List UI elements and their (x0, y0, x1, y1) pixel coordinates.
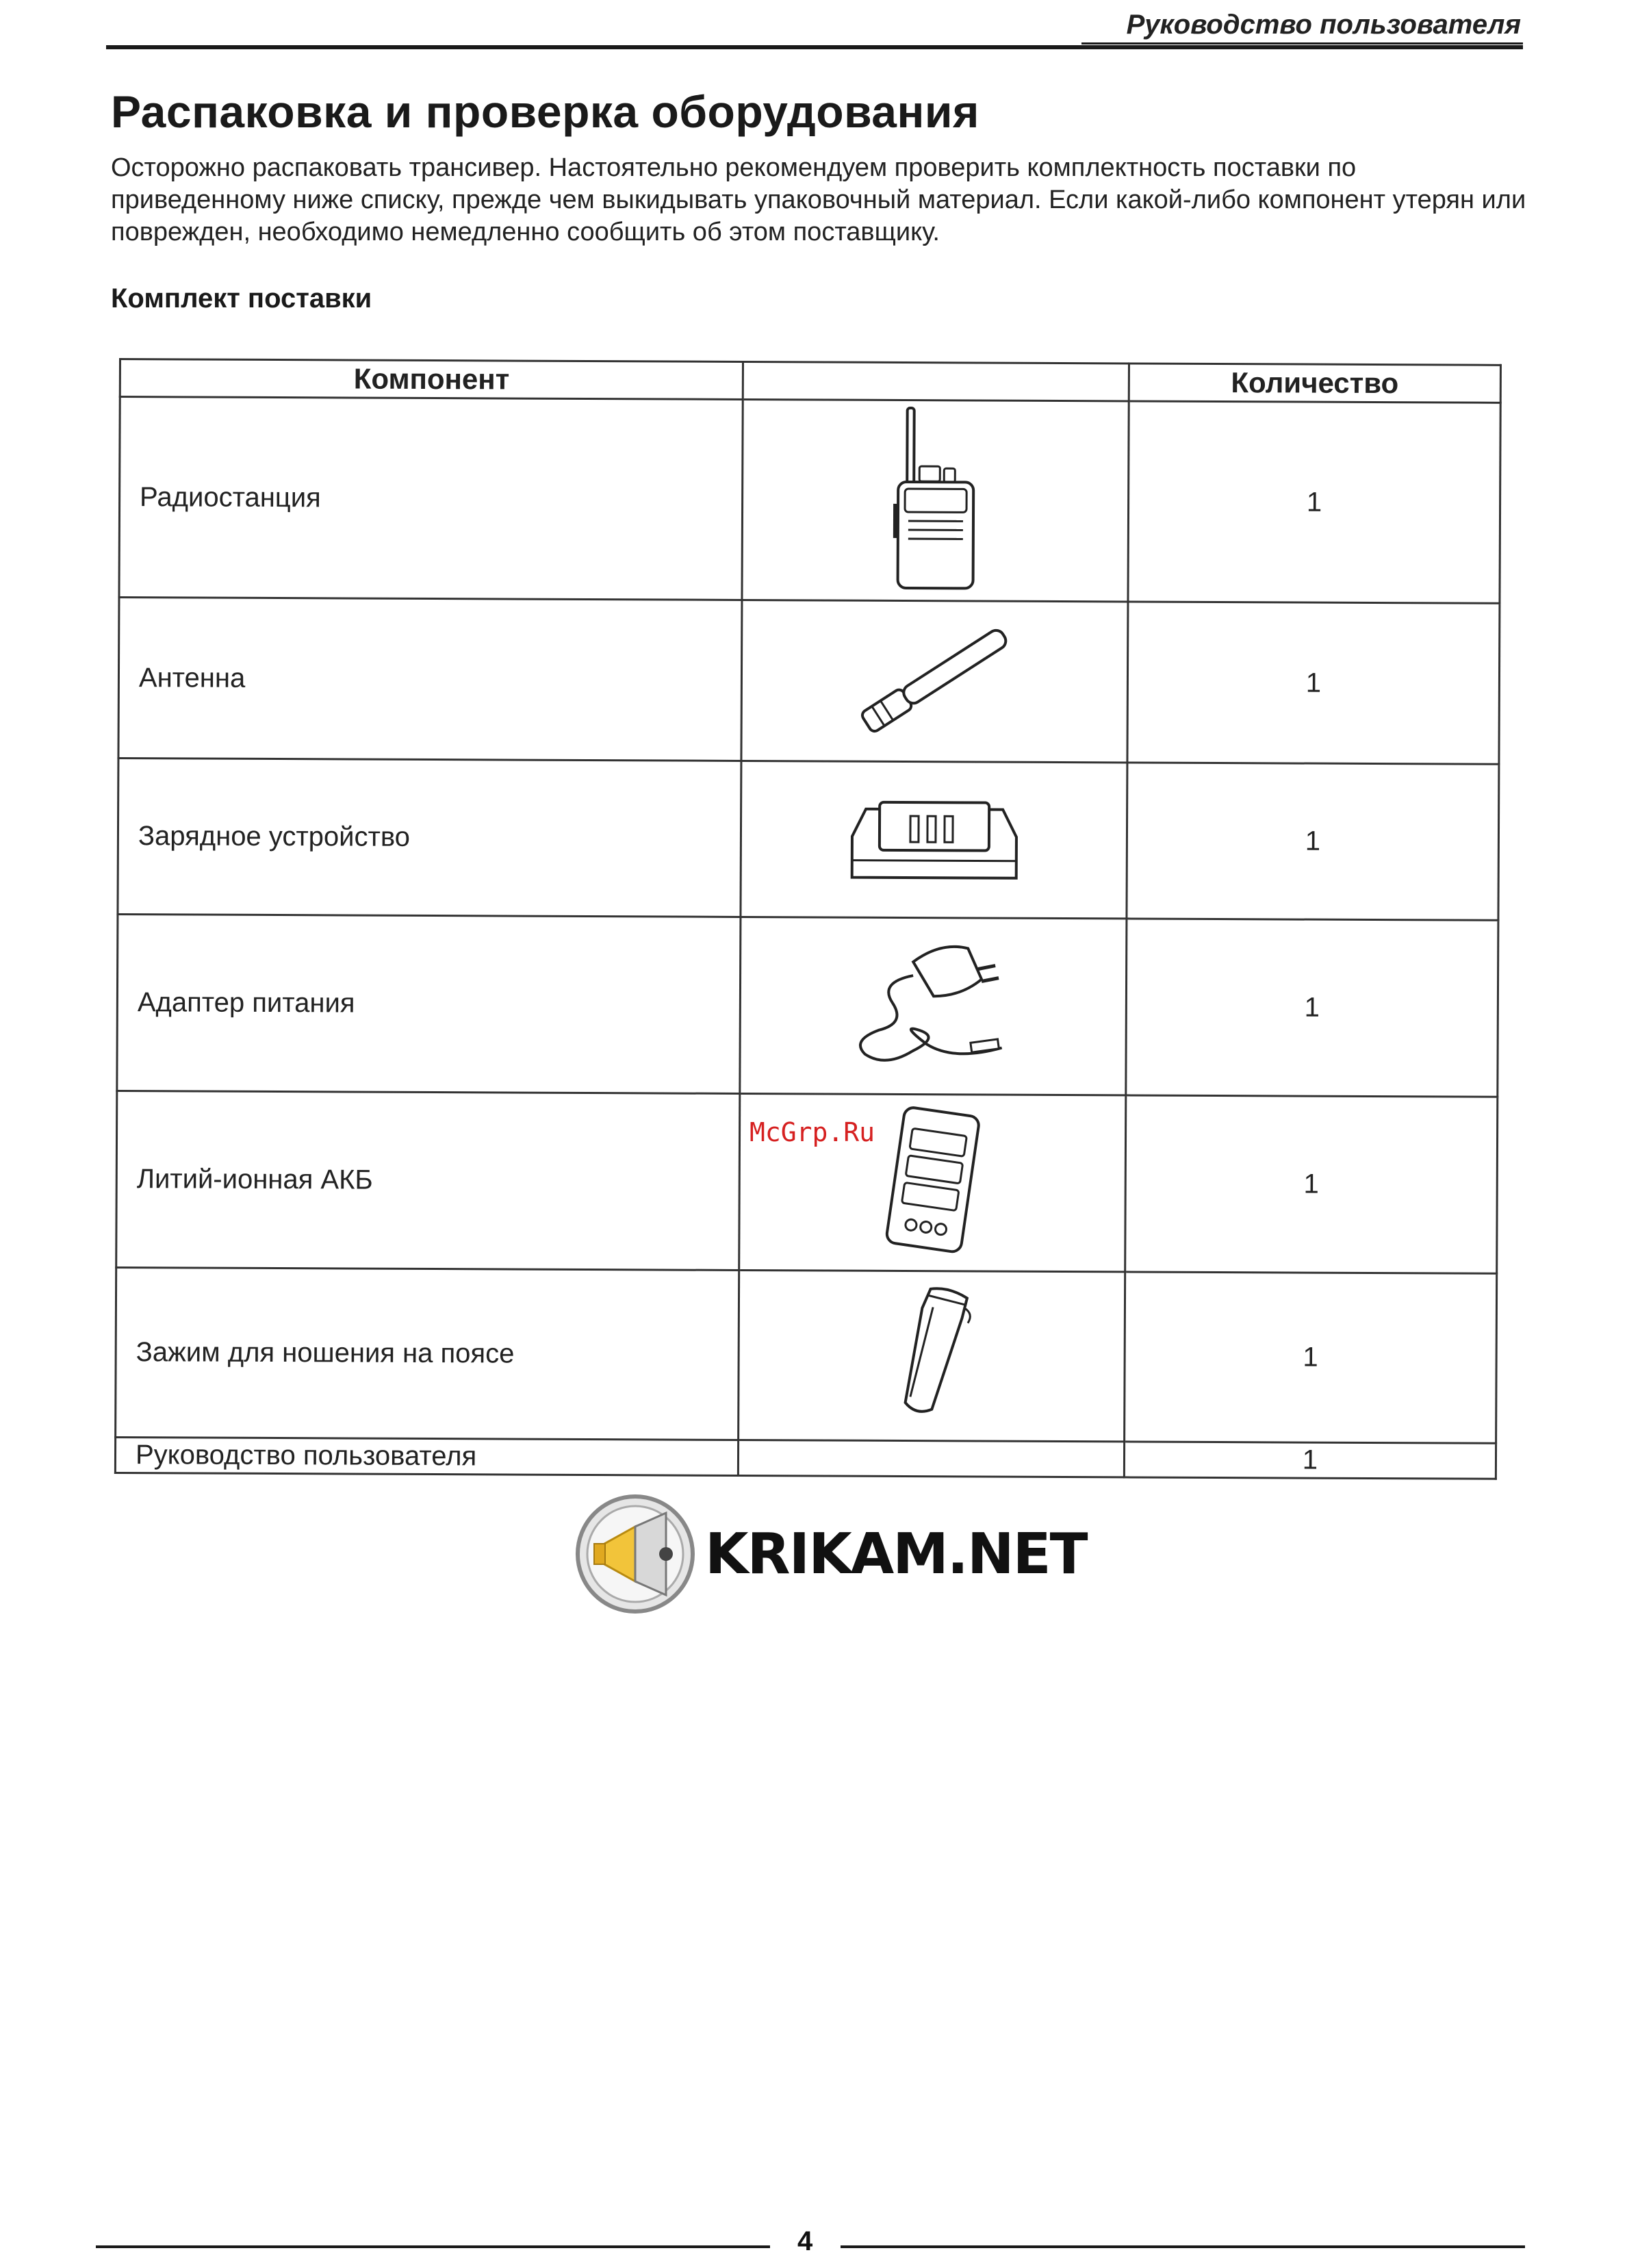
row-name: Зажим для ношения на поясе (116, 1267, 739, 1440)
header-image (743, 361, 1129, 400)
row-qty: 1 (1126, 919, 1498, 1097)
table-header-row (120, 359, 1500, 403)
row-name: Радиостанция (119, 397, 743, 600)
row-qty: 1 (1125, 1272, 1497, 1443)
megaphone-icon (574, 1492, 697, 1616)
row-qty: 1 (1124, 1442, 1496, 1479)
antenna-icon (838, 609, 1031, 747)
watermark: McGrp.Ru (750, 1117, 875, 1147)
row-image (741, 761, 1127, 918)
header-rule-thick (106, 45, 1523, 49)
krikam-logo (574, 1492, 1087, 1616)
row-qty: 1 (1127, 763, 1499, 920)
row-name: Зарядное устройство (118, 759, 741, 917)
row-name: Руководство пользователя (115, 1437, 739, 1475)
table-row (118, 759, 1499, 921)
section-title: Комплект поставки (111, 283, 372, 314)
header-component: Компонент (120, 359, 743, 400)
intro-paragraph: Осторожно распаковать трансивер. Настоятельно рекомендуем проверить комплектность поставки по приведенному ниже списку, прежде чем выкидывать упаковочный материал. Если какой-либо компонент утерян или поврежден, необходимо немедленно сообщить об этом поставщику. (111, 153, 1526, 246)
row-image (741, 600, 1128, 762)
radio-icon (867, 401, 1004, 594)
header-title: Руководство пользователя (1126, 10, 1521, 40)
power-adapter-icon (837, 927, 1029, 1078)
row-name: Антенна (118, 598, 742, 761)
row-image (739, 1270, 1125, 1441)
footer-rule (841, 2245, 1525, 2248)
row-qty: 1 (1125, 1095, 1498, 1273)
row-image (739, 1440, 1125, 1477)
page-title: Распаковка и проверка оборудования (111, 86, 979, 137)
row-image (742, 399, 1129, 601)
footer-rule (96, 2245, 770, 2248)
row-qty: 1 (1128, 401, 1500, 603)
logo-text: KRIKAM.NET (705, 1521, 1087, 1587)
charger-icon (838, 781, 1030, 891)
row-image (740, 917, 1127, 1095)
table-row (119, 397, 1500, 604)
kit-table (114, 358, 1502, 1480)
table-row (118, 598, 1500, 765)
row-name: Адаптер питания (117, 914, 741, 1093)
table-row (117, 914, 1498, 1097)
row-name: Литий-ионная АКБ (116, 1091, 740, 1270)
battery-icon (864, 1100, 1001, 1258)
row-qty: 1 (1127, 602, 1500, 764)
table-row (116, 1267, 1497, 1443)
header-rule (1081, 42, 1523, 44)
page-number: 4 (797, 2226, 813, 2256)
table-row (115, 1437, 1496, 1479)
header-quantity: Количество (1129, 364, 1500, 403)
belt-clip-icon (863, 1277, 1001, 1428)
